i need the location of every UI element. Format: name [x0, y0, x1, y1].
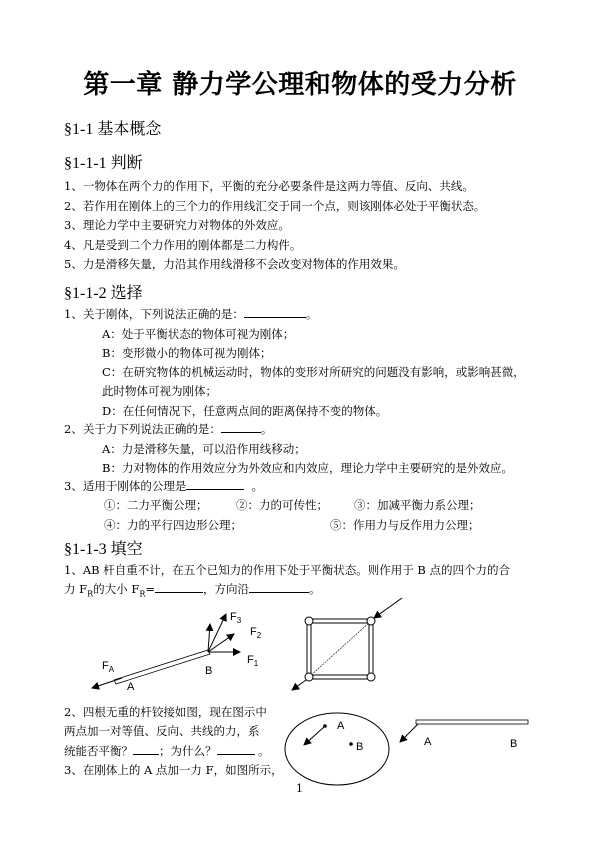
force-arrow-top	[374, 598, 402, 618]
hinge	[367, 673, 375, 681]
choice-q3-option-2: ②：力的可传性；	[236, 498, 328, 512]
subscript: 1	[253, 659, 259, 669]
text: F	[230, 611, 237, 623]
choice-q3-option-3: ③：加减平衡力系公理；	[354, 498, 481, 512]
subscript: A	[108, 665, 115, 675]
choice-q2-option-b: B：力对物体的作用效应分为外效应和内效应，理论力学中主要研究的是外效应。	[102, 461, 513, 475]
section-heading-1-1-2: §1-1-2 选择	[64, 285, 143, 302]
choice-q1-option-c-line2: 此时物体可视为刚体；	[102, 384, 217, 398]
judge-item-3: 3、理论力学中主要研究力对物体的外效应。	[64, 218, 290, 232]
judge-item-1: 1、一物体在两个力的作用下，平衡的充分必要条件是这两力等值、反向、共线。	[64, 179, 474, 193]
label-a: A	[337, 720, 345, 732]
answer-blank[interactable]	[155, 582, 203, 593]
label-a: A	[127, 681, 135, 693]
bar	[416, 720, 528, 724]
choice-q1-option-b: B：变形微小的物体可视为刚体；	[102, 346, 272, 360]
text: 。	[258, 744, 270, 758]
fill-q2-line1: 2、四根无重的杆铰接如图，现在图示中	[64, 705, 267, 719]
section-heading-1-1-3: §1-1-3 填空	[64, 541, 143, 558]
section-heading-1-1: §1-1 基本概念	[64, 121, 162, 138]
text: ；为什么？	[159, 744, 217, 758]
diagonal-line	[309, 621, 371, 677]
figure-hinged-square	[290, 592, 410, 692]
subscript: 2	[256, 631, 262, 641]
label-f1	[247, 654, 258, 668]
choice-q1	[64, 306, 317, 322]
label-b: B	[205, 665, 213, 677]
text: 的大小 F	[93, 582, 140, 596]
choice-q1-option-c-line1: C：在研究物体的机械运动时，物体的变形对所研究的问题没有影响，或影响甚微，	[102, 365, 525, 379]
choice-q3	[64, 478, 263, 494]
text: =	[145, 582, 155, 596]
choice-q3-text: 3、适用于刚体的公理是	[64, 479, 187, 493]
label-a: A	[424, 736, 432, 748]
figure-rod-forces	[84, 606, 284, 696]
choice-q3-option-5: ⑤：作用力与反作用力公理；	[330, 518, 480, 532]
label-b: B	[356, 741, 364, 753]
fill-q1-line2	[64, 581, 320, 598]
force-arrow	[400, 724, 418, 742]
judge-item-5: 5、力是滑移矢量，力沿其作用线滑移不会改变对物体的作用效果。	[64, 257, 405, 271]
page-title: 第一章 静力学公理和物体的受力分析	[83, 70, 517, 100]
choice-q1-end: 。	[305, 307, 318, 321]
section-heading-1-1-1: §1-1-1 判断	[64, 155, 143, 172]
answer-blank[interactable]	[217, 744, 255, 755]
text: 力 F	[64, 582, 88, 596]
text: 统能否平衡？	[64, 744, 133, 758]
answer-blank[interactable]	[244, 307, 306, 318]
subscript: R	[87, 589, 94, 599]
figure-rigid-body	[282, 697, 392, 787]
force-arrow-bottom	[292, 680, 306, 690]
hinge	[305, 673, 313, 681]
answer-blank[interactable]	[186, 479, 244, 490]
choice-q1-option-a: A：处于平衡状态的物体可视为刚体；	[102, 327, 295, 341]
choice-q3-option-1: ①：二力平衡公理；	[104, 498, 208, 512]
rod-ab	[114, 650, 213, 684]
label-fa	[102, 660, 114, 674]
text: F	[102, 660, 109, 672]
label-f2	[250, 626, 261, 640]
text: F	[247, 654, 254, 666]
judge-item-4: 4、凡是受到二个力作用的刚体都是二力构件。	[64, 238, 302, 252]
subscript: 3	[236, 616, 242, 626]
fill-q1-line1: 1、AB 杆自重不计，在五个已知力的作用下处于平衡状态。则作用于 B 点的四个力的合	[64, 563, 510, 577]
label-b: B	[510, 738, 518, 750]
text: 。	[308, 582, 321, 596]
answer-blank[interactable]	[133, 744, 159, 755]
choice-q2-option-a: A：力是滑移矢量，可以沿作用线移动；	[102, 442, 306, 456]
hinge	[305, 617, 313, 625]
judge-item-2: 2、若作用在刚体上的三个力的作用线汇交于同一个点，则该刚体必处于平衡状态。	[64, 199, 486, 213]
choice-q1-option-d: D：在任何情况下，任意两点间的距离保持不变的物体。	[102, 404, 388, 418]
fill-q3-line1: 3、在刚体上的 A 点加一力 F，如图所示，	[64, 763, 283, 777]
choice-q1-text: 1、关于刚体，下列说法正确的是：	[64, 307, 244, 321]
fill-q2-line3	[64, 743, 270, 759]
force-f-arrow	[304, 727, 324, 745]
point-a	[323, 724, 327, 728]
text: ，方向沿	[202, 582, 249, 596]
page-number: 1	[296, 782, 303, 795]
choice-q2-text: 2、关于力下列说法正确的是：	[64, 422, 221, 436]
text: F	[250, 626, 257, 638]
answer-blank[interactable]	[221, 422, 261, 433]
subscript: R	[139, 589, 146, 599]
point-b	[349, 742, 353, 746]
hinge	[367, 617, 375, 625]
choice-q2	[64, 421, 272, 437]
choice-q2-end: 。	[260, 422, 273, 436]
label-f3	[230, 611, 241, 625]
choice-q3-option-4: ④：力的平行四边形公理；	[104, 518, 242, 532]
choice-q3-end: 。	[251, 479, 264, 493]
fill-q2-line2: 两点加一对等值、反向、共线的力，系	[64, 724, 260, 738]
